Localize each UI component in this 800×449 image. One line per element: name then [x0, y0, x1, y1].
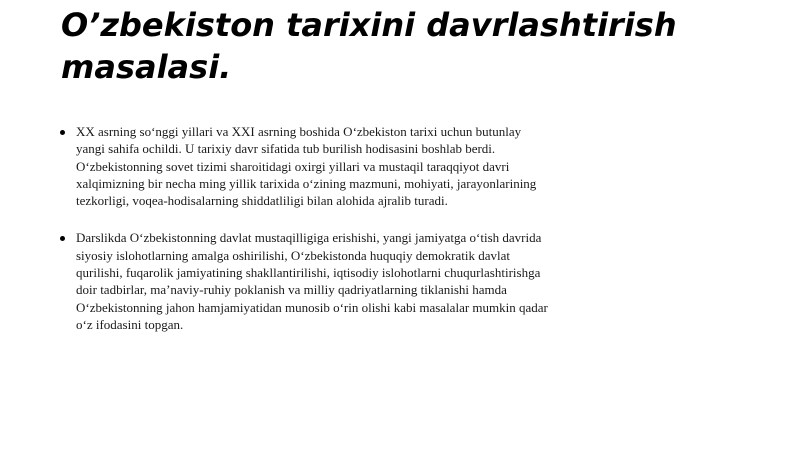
bullet-item: [60, 123, 550, 209]
bullet-list: [60, 123, 550, 333]
bullet-item: [60, 229, 550, 333]
bullet-text: Darslikda O‘zbekistonning davlat mustaqilligiga erishishi, yangi jamiyatga o‘tish davrida siyosiy islohotlarning amalga oshirilishi, O‘zbekistonda huquqiy demokratik davlat qurilishi, fuqarolik jamiyatining shakllantirilishi, iqtisodiy islohotlarni chuqurlashtirishga doir tadbirlar, ma’naviy-ruhiy poklanish va milliy qadriyatlarning tiklanishi hamda O‘zbekistonning jahon hamjamiyatidan munosib o‘rin olishi kabi masalalar mumkin qadar o‘z ifodasini topgan.: [76, 230, 548, 332]
slide-title: O’zbekiston tarixini davrlashtirish masalasi.: [61, 6, 677, 86]
bullet-text: XX asrning so‘nggi yillari va XXI asrning boshida O‘zbekiston tarixi uchun butunlay yangi sahifa ochildi. U tarixiy davr sifatida tub burilish hodisasini boshlab berdi. O‘zbekistonning sovet tizimi sharoitidagi oxirgi yillari va mustaqil taraqqiyot davri xalqimizning bir necha ming yillik tarixida o‘zining mazmuni, mohiyati, jarayonlarining tezkorligi, voqea-hodisalarning shiddatliligi bilan alohida ajralib turadi.: [76, 124, 537, 209]
bullet-icon: [60, 130, 65, 135]
bullet-icon: [60, 236, 65, 241]
